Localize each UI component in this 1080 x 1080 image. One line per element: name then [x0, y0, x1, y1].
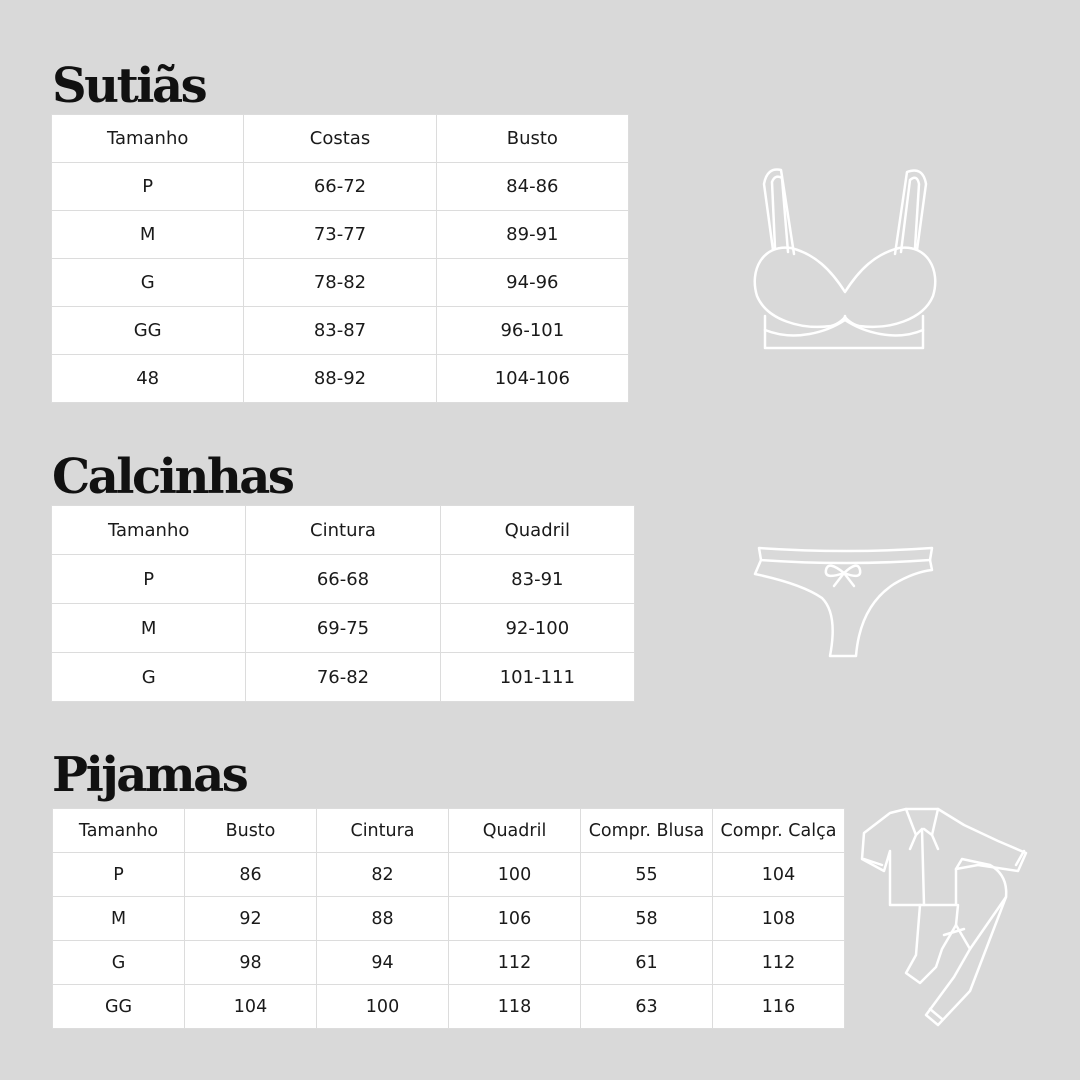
table-cell: 88-92	[244, 355, 436, 403]
table-cell: 84-86	[436, 163, 628, 211]
table-cell: 98	[185, 941, 317, 985]
column-header: Busto	[436, 115, 628, 163]
table-cell: 96-101	[436, 307, 628, 355]
table-cell: 76-82	[246, 653, 440, 702]
table-cell: 78-82	[244, 259, 436, 307]
table-row	[53, 897, 845, 941]
table-cell: P	[52, 555, 246, 604]
table-cell: 100	[449, 853, 581, 897]
table-cell: 94-96	[436, 259, 628, 307]
pajamas-title: Pijamas	[52, 747, 247, 803]
table-cell: 92	[185, 897, 317, 941]
table-cell: M	[52, 604, 246, 653]
pajamas-icon	[858, 805, 1033, 1030]
column-header: Tamanho	[52, 115, 244, 163]
table-cell: 69-75	[246, 604, 440, 653]
column-header: Compr. Calça	[713, 809, 845, 853]
table-row	[52, 604, 635, 653]
table-cell: 66-68	[246, 555, 440, 604]
table-cell: 82	[317, 853, 449, 897]
pajamas-size-table	[52, 808, 845, 1029]
table-row	[52, 355, 629, 403]
column-header: Quadril	[449, 809, 581, 853]
table-cell: 94	[317, 941, 449, 985]
column-header: Tamanho	[53, 809, 185, 853]
table-row	[52, 163, 629, 211]
table-cell: 83-87	[244, 307, 436, 355]
column-header: Compr. Blusa	[581, 809, 713, 853]
table-row	[52, 307, 629, 355]
table-cell: 101-111	[440, 653, 634, 702]
table-cell: G	[52, 259, 244, 307]
column-header: Cintura	[246, 506, 440, 555]
table-cell: 73-77	[244, 211, 436, 259]
table-cell: GG	[52, 307, 244, 355]
table-cell: 104	[185, 985, 317, 1029]
table-cell: P	[52, 163, 244, 211]
table-cell: 63	[581, 985, 713, 1029]
table-header-row	[52, 506, 635, 555]
table-cell: 89-91	[436, 211, 628, 259]
table-header-row	[53, 809, 845, 853]
table-cell: M	[52, 211, 244, 259]
table-row	[52, 211, 629, 259]
column-header: Quadril	[440, 506, 634, 555]
bras-size-table	[51, 114, 629, 403]
table-cell: 55	[581, 853, 713, 897]
bra-icon	[745, 160, 945, 360]
panties-size-table	[51, 505, 635, 702]
bras-title: Sutiãs	[52, 58, 206, 114]
table-cell: 66-72	[244, 163, 436, 211]
table-cell: M	[53, 897, 185, 941]
column-header: Costas	[244, 115, 436, 163]
table-cell: 104	[713, 853, 845, 897]
column-header: Tamanho	[52, 506, 246, 555]
table-row	[52, 259, 629, 307]
column-header: Cintura	[317, 809, 449, 853]
table-cell: 58	[581, 897, 713, 941]
table-row	[52, 555, 635, 604]
table-cell: GG	[53, 985, 185, 1029]
table-cell: 100	[317, 985, 449, 1029]
table-header-row	[52, 115, 629, 163]
table-cell: G	[53, 941, 185, 985]
table-cell: 106	[449, 897, 581, 941]
table-cell: 61	[581, 941, 713, 985]
panties-icon	[752, 540, 942, 665]
table-row	[52, 653, 635, 702]
table-cell: 112	[449, 941, 581, 985]
table-row	[53, 985, 845, 1029]
table-cell: 112	[713, 941, 845, 985]
column-header: Busto	[185, 809, 317, 853]
table-cell: 116	[713, 985, 845, 1029]
table-cell: P	[53, 853, 185, 897]
table-row	[53, 853, 845, 897]
table-cell: 104-106	[436, 355, 628, 403]
table-cell: 108	[713, 897, 845, 941]
table-cell: 92-100	[440, 604, 634, 653]
table-cell: 88	[317, 897, 449, 941]
table-cell: G	[52, 653, 246, 702]
table-row	[53, 941, 845, 985]
panties-title: Calcinhas	[52, 449, 293, 505]
table-cell: 48	[52, 355, 244, 403]
table-cell: 118	[449, 985, 581, 1029]
table-cell: 83-91	[440, 555, 634, 604]
table-cell: 86	[185, 853, 317, 897]
